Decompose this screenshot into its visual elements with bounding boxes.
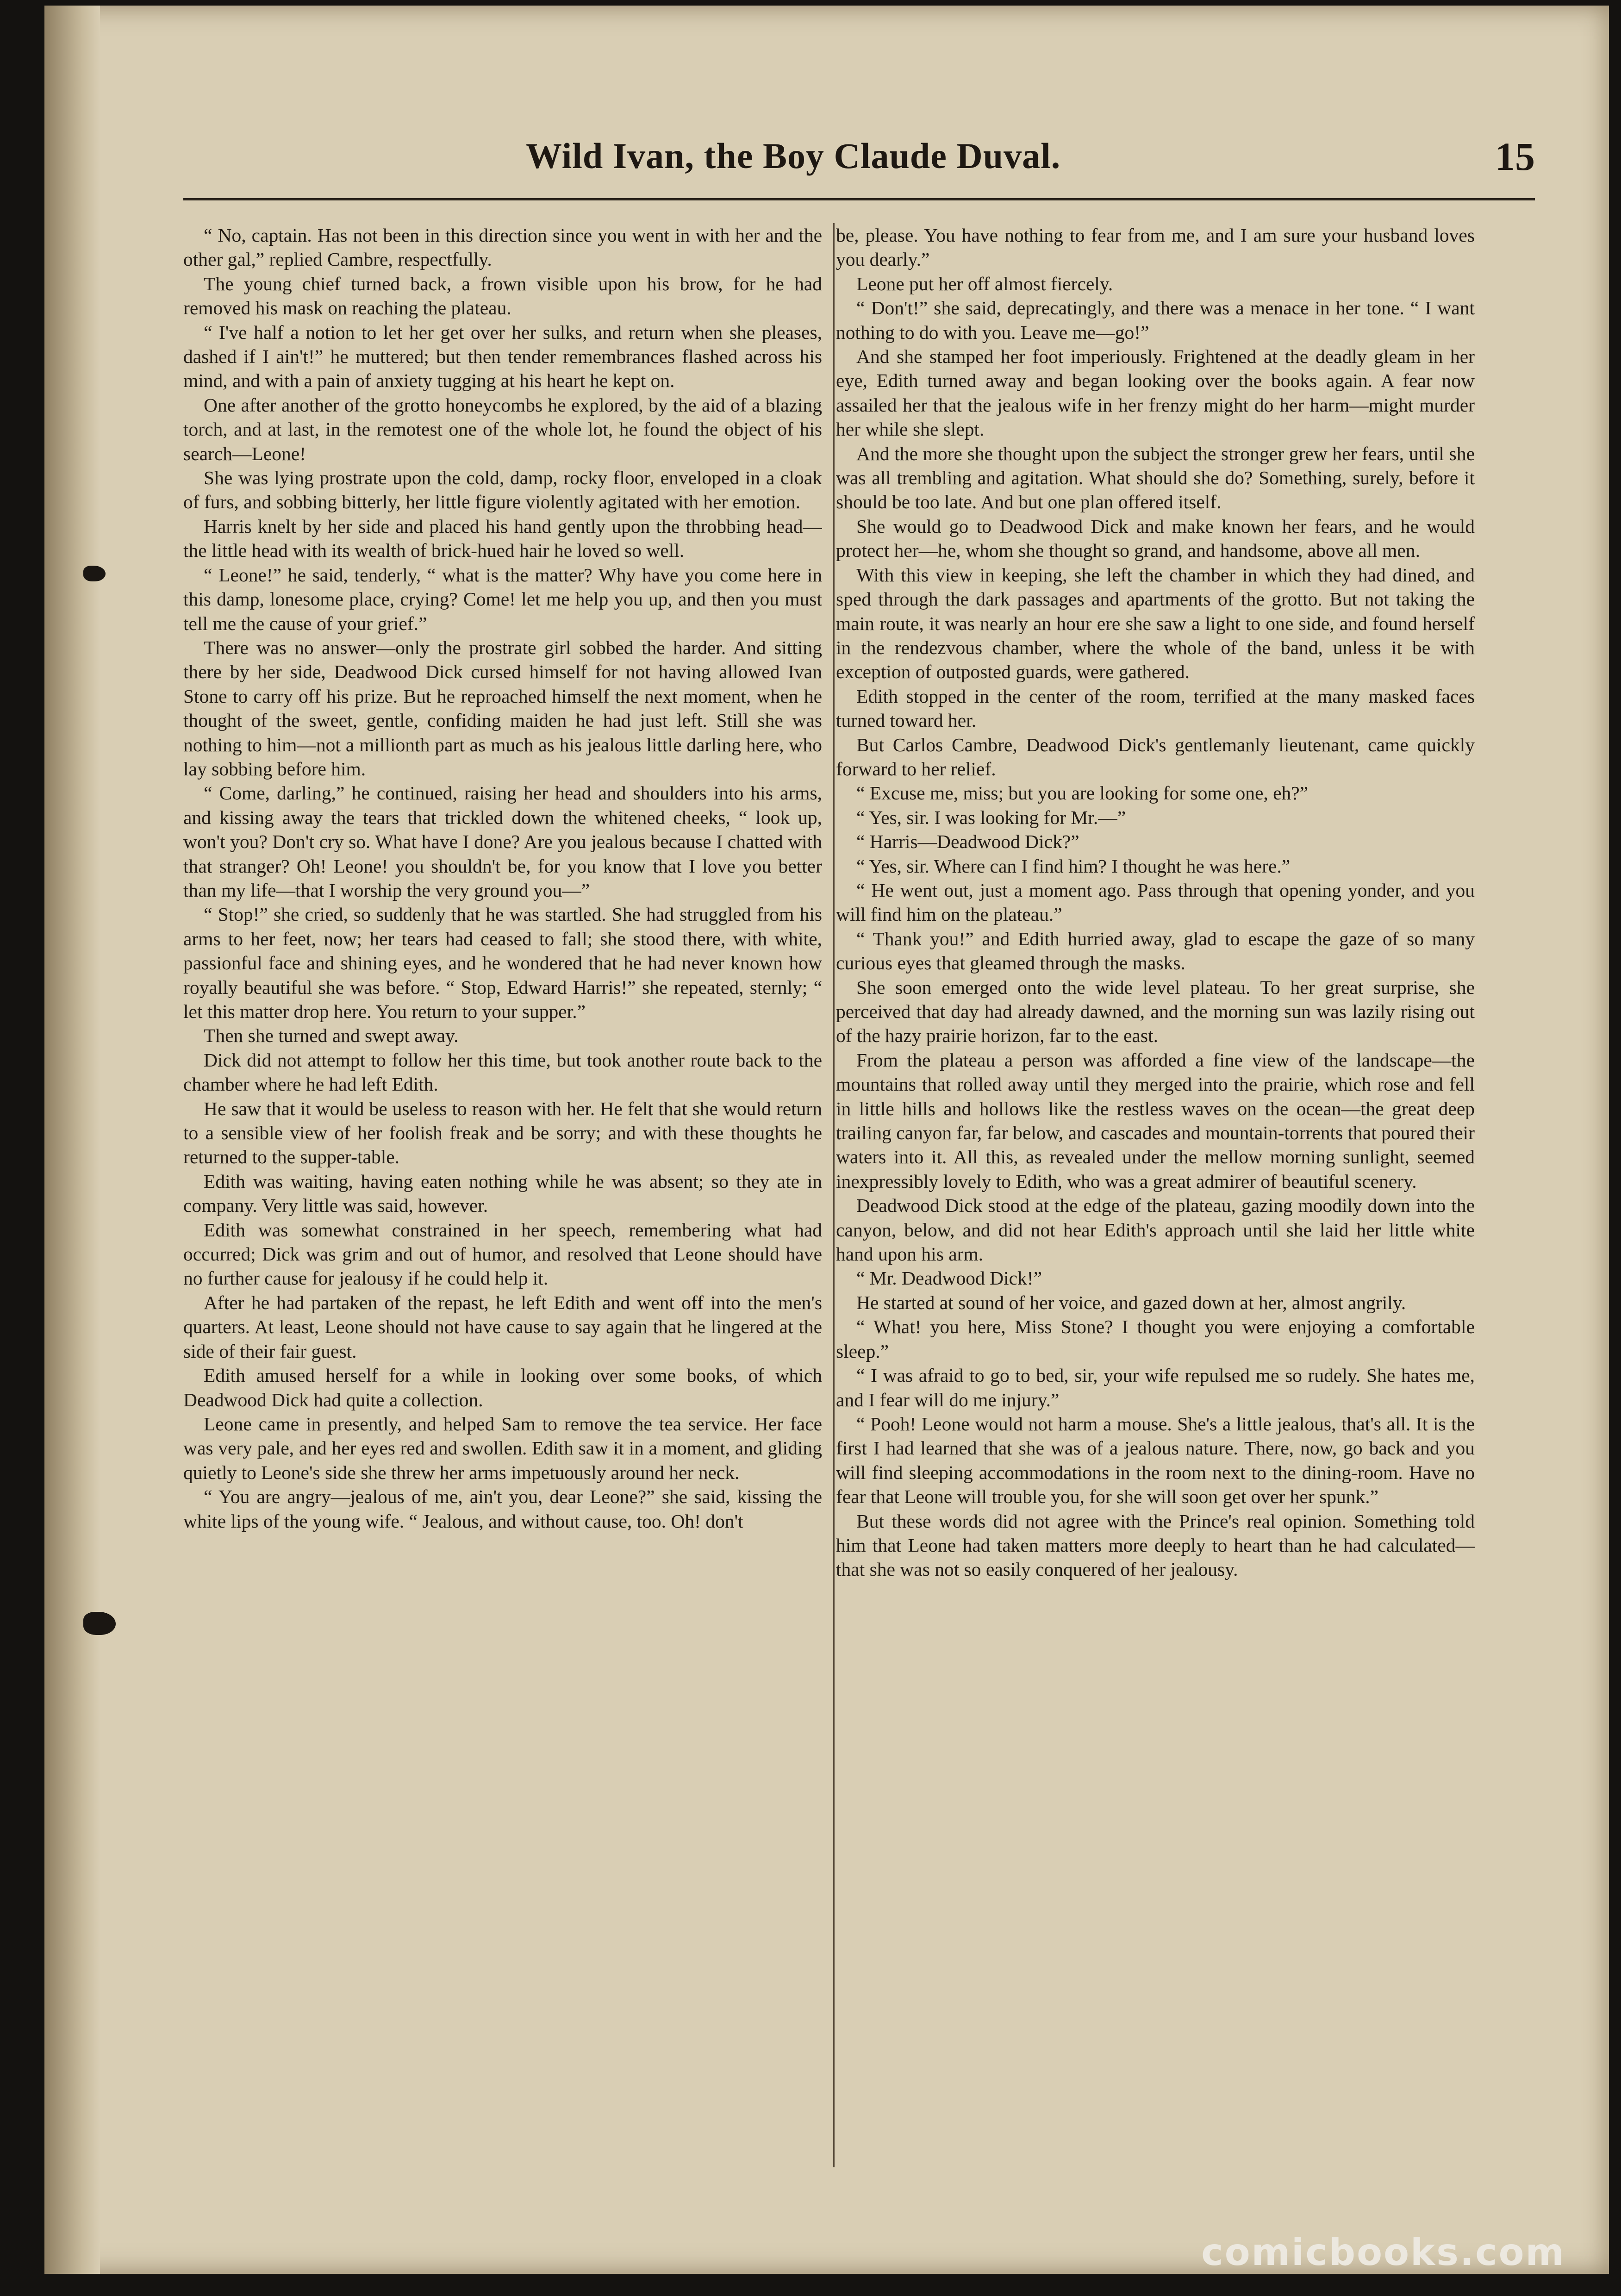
paragraph: Edith stopped in the center of the room, terrified at the many masked faces turned toward her. [836, 685, 1475, 731]
left-column [183, 223, 822, 2167]
paragraph: He started at sound of her voice, and gazed down at her, almost angrily. [856, 1292, 1406, 1313]
paragraph: She would go to Deadwood Dick and make known her fears, and he would protect her—he, whom she thought so grand, and handsome, above all men. [836, 515, 1475, 562]
paragraph: Edith was somewhat constrained in her speech, remembering what had occurred; Dick was grim and out of humor, and resolved that Leone should have no further cause for jealousy if he could help it. [183, 1219, 822, 1289]
paragraph: “ No, captain. Has not been in this direction since you went in with her and the other gal,” replied Cambre, respectfully. [183, 225, 822, 270]
paragraph: Leone put her off almost fiercely. [856, 273, 1113, 294]
paragraph: “ Leone!” he said, tenderly, “ what is the matter? Why have you come here in this damp, lonesome place, crying? Come! let me help you up, and then you must tell me the cause of your grief.” [183, 564, 822, 634]
paragraph: “ What! you here, Miss Stone? I thought you were enjoying a comfortable sleep.” [836, 1316, 1475, 1362]
paragraph: She was lying prostrate upon the cold, damp, rocky floor, enveloped in a cloak of furs, and sobbing bitterly, her little figure violently agitated with her emotion. [183, 467, 822, 513]
paragraph: Deadwood Dick stood at the edge of the plateau, gazing moodily down into the canyon, below, and did not hear Edith's approach until she laid her little white hand upon his arm. [836, 1195, 1475, 1265]
paragraph: Dick did not attempt to follow her this time, but took another route back to the chamber where he had left Edith. [183, 1049, 822, 1095]
spine-tear-mark [83, 1612, 116, 1635]
paragraph: “ Excuse me, miss; but you are looking for some one, eh?” [856, 782, 1309, 804]
paragraph: There was no answer—only the prostrate girl sobbed the harder. And sitting there by her side, Deadwood Dick cursed himself for not having allowed Ivan Stone to carry off his prize. But he reproached himself the next moment, when he thought of the sweet, gentle, confiding maiden he had just left. Still she was nothing to him—not a millionth part as much as his jealous little darling here, who lay sobbing before him. [183, 636, 822, 780]
paragraph: “ Don't!” she said, deprecatingly, and there was a menace in her tone. “ I want nothing to do with you. Leave me—go!” [836, 297, 1475, 343]
paragraph: “ I've half a notion to let her get over her sulks, and return when she pleases, dashed if I ain't!” he muttered; but then tender remembrances flashed across his mind, and with a pain of anxiety tugging at his heart he kept on. [183, 321, 822, 392]
column-divider [833, 223, 835, 2167]
running-title: Wild Ivan, the Boy Claude Duval. [526, 136, 1061, 176]
paragraph: And she stamped her foot imperiously. Frightened at the deadly gleam in her eye, Edith turned away and began looking over the books again. A fear now assailed her that the jealous wife in her frenzy might do her harm—might murder her while she slept. [836, 346, 1475, 440]
page [44, 6, 1609, 2274]
paragraph: “ You are angry—jealous of me, ain't you, dear Leone?” she said, kissing the white lips of the young wife. “ Jealous, and without cause, too. Oh! don't [183, 1486, 822, 1532]
paragraph: After he had partaken of the repast, he left Edith and went off into the men's quarters. At least, Leone should not have cause to say again that he lingered at the side of their fair guest. [183, 1292, 822, 1362]
paragraph: And the more she thought upon the subject the stronger grew her fears, until she was all trembling and agitation. What should she do? Something, surely, before it should be too late. And but one plan offered itself. [836, 443, 1475, 513]
paragraph: be, please. You have nothing to fear from me, and I am sure your husband loves you dearly.” [836, 225, 1475, 270]
paragraph: Edith was waiting, having eaten nothing while he was absent; so they ate in company. Very little was said, however. [183, 1170, 822, 1217]
watermark: comicbooks.com [1201, 2231, 1565, 2274]
paragraph: “ Yes, sir. Where can I find him? I thought he was here.” [856, 855, 1291, 877]
paragraph: “ Yes, sir. I was looking for Mr.—” [856, 806, 1126, 828]
paragraph: But these words did not agree with the Prince's real opinion. Something told him that Leone had taken matters more deeply to heart than he had calculated—that she was not so easily conquered of her jealousy. [836, 1510, 1475, 1580]
paragraph: “ He went out, just a moment ago. Pass through that opening yonder, and you will find him on the plateau.” [836, 879, 1475, 925]
page-number: 15 [1495, 134, 1535, 179]
paragraph: He saw that it would be useless to reason with her. He felt that she would return to a sensible view of her foolish freak and be sorry; and with these thoughts he returned to the supper-table. [183, 1098, 822, 1168]
paragraph: “ Pooh! Leone would not harm a mouse. She's a little jealous, that's all. It is the first I had learned that she was of a jealous nature. There, now, go back and you will find sleeping accommodations in the room next to the dining-room. Have no fear that Leone will trouble you, for she will soon get over her spunk.” [836, 1413, 1475, 1508]
paragraph: “ Mr. Deadwood Dick!” [856, 1267, 1042, 1289]
spine-tear-mark [83, 566, 106, 581]
paragraph: Then she turned and swept away. [204, 1025, 459, 1047]
paragraph: “ I was afraid to go to bed, sir, your wife repulsed me so rudely. She hates me, and I fear will do me injury.” [836, 1365, 1475, 1410]
paragraph: Harris knelt by her side and placed his hand gently upon the throbbing head—the little head with its wealth of brick-hued hair he loved so well. [183, 515, 822, 562]
right-column [836, 223, 1475, 2167]
paragraph: “ Come, darling,” he continued, raising her head and shoulders into his arms, and kissing away the tears that trickled down the whitened cheeks, “ look up, won't you? Don't cry so. What have I done? Are you jealous because I chatted with that stranger? Oh! Leone! you shouldn't be, for you know that I love you better than my life—that I worship the very ground you—” [183, 782, 822, 901]
paragraph: With this view in keeping, she left the chamber in which they had dined, and sped through the dark passages and apartments of the grotto. But not taking the main route, it was nearly an hour ere she saw a light to one side, and found herself in the rendezvous chamber, where the whole of the band, unless it be with exception of outposted guards, were gathered. [836, 564, 1475, 683]
paragraph: She soon emerged onto the wide level plateau. To her great surprise, she perceived that day had already dawned, and the morning sun was lazily rising out of the hazy prairie horizon, far to the east. [836, 976, 1475, 1047]
paragraph: “ Stop!” she cried, so suddenly that he was startled. She had struggled from his arms to her feet, now; her tears had ceased to fall; she stood there, with white, passionful face and shining eyes, and he wondered that he had never known how royally beautiful she was before. “ Stop, Edward Harris!” she repeated, sternly; “ let this matter drop here. You return to your supper.” [183, 904, 822, 1022]
paragraph: From the plateau a person was afforded a fine view of the landscape—the mountains that rolled away until they merged into the prairie, which rose and fell in little hills and hollows like the restless waves on the ocean—the great deep trailing canyon far, far below, and cascades and mountain-torrents that poured their waters into it. All this, as revealed under the mellow morning sunlight, seemed inexpressibly lovely to Edith, who was a great admirer of beautiful scenery. [836, 1049, 1475, 1192]
paragraph: But Carlos Cambre, Deadwood Dick's gentlemanly lieutenant, came quickly forward to her relief. [836, 734, 1475, 780]
paragraph: Edith amused herself for a while in looking over some books, of which Deadwood Dick had quite a collection. [183, 1365, 822, 1410]
paragraph: The young chief turned back, a frown visible upon his brow, for he had removed his mask on reaching the plateau. [183, 273, 822, 319]
binding-spine [44, 6, 100, 2274]
paragraph: Leone came in presently, and helped Sam to remove the tea service. Her face was very pale, and her eyes red and swollen. Edith saw it in a moment, and gliding quietly to Leone's side she threw her arms impetuously around her neck. [183, 1413, 822, 1483]
paragraph: “ Harris—Deadwood Dick?” [856, 831, 1079, 853]
header-rule [183, 198, 1535, 200]
paragraph: One after another of the grotto honeycombs he explored, by the aid of a blazing torch, and at last, in the remotest one of the whole lot, he found the object of his search—Leone! [183, 394, 822, 464]
running-header [276, 135, 1535, 186]
paragraph: “ Thank you!” and Edith hurried away, glad to escape the gaze of so many curious eyes that gleamed through the masks. [836, 928, 1475, 974]
